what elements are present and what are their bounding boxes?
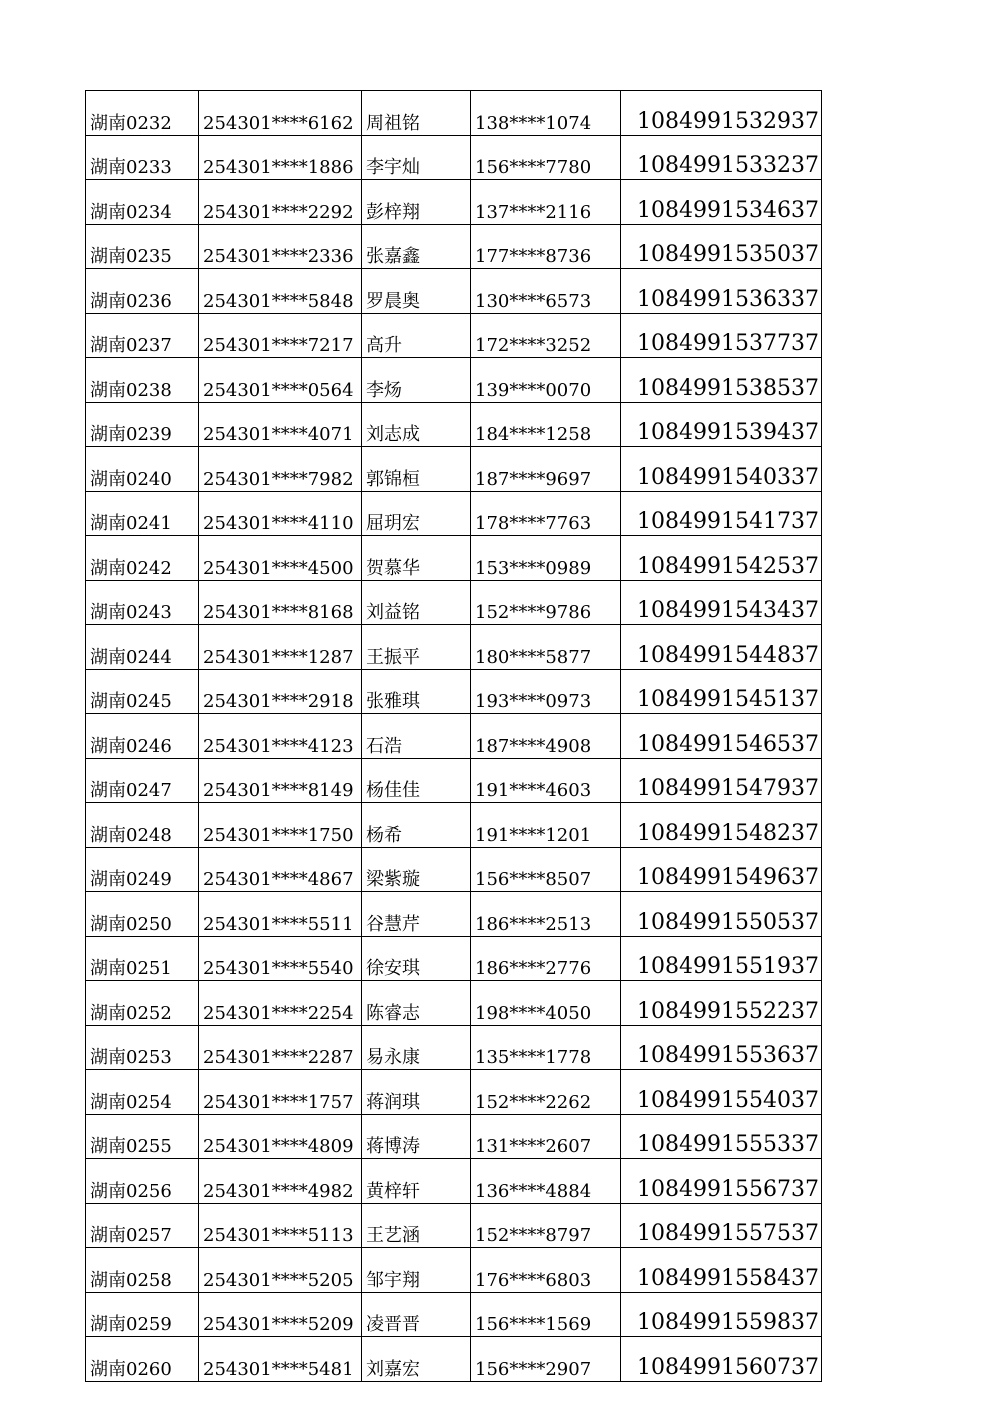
- cell-name: 张雅琪: [362, 669, 471, 714]
- cell-reference-number: 1084991545137: [621, 669, 822, 714]
- cell-name: 高升: [362, 313, 471, 358]
- cell-reference-number: 1084991535037: [621, 224, 822, 269]
- cell-name: 刘志成: [362, 402, 471, 447]
- table-row: [86, 269, 822, 314]
- cell-id-number: 254301****4982: [199, 1159, 362, 1204]
- cell-phone: 156****2907: [471, 1337, 621, 1382]
- table-row: [86, 447, 822, 492]
- cell-code: 湖南0237: [86, 313, 199, 358]
- cell-id-number: 254301****8149: [199, 758, 362, 803]
- table-body: [86, 91, 822, 1382]
- table-row: [86, 625, 822, 670]
- table-row: [86, 803, 822, 848]
- cell-reference-number: 1084991537737: [621, 313, 822, 358]
- cell-reference-number: 1084991555337: [621, 1114, 822, 1159]
- cell-reference-number: 1084991553637: [621, 1025, 822, 1070]
- cell-reference-number: 1084991560737: [621, 1337, 822, 1382]
- table-row: [86, 1337, 822, 1382]
- table-row: [86, 536, 822, 581]
- cell-id-number: 254301****5540: [199, 936, 362, 981]
- cell-code: 湖南0239: [86, 402, 199, 447]
- cell-id-number: 254301****1750: [199, 803, 362, 848]
- cell-reference-number: 1084991539437: [621, 402, 822, 447]
- cell-reference-number: 1084991546537: [621, 714, 822, 759]
- cell-name: 梁紫璇: [362, 847, 471, 892]
- table-row: [86, 714, 822, 759]
- cell-id-number: 254301****0564: [199, 358, 362, 403]
- cell-id-number: 254301****8168: [199, 580, 362, 625]
- cell-code: 湖南0260: [86, 1337, 199, 1382]
- cell-id-number: 254301****4500: [199, 536, 362, 581]
- cell-id-number: 254301****7982: [199, 447, 362, 492]
- cell-reference-number: 1084991542537: [621, 536, 822, 581]
- cell-id-number: 254301****2336: [199, 224, 362, 269]
- cell-code: 湖南0234: [86, 180, 199, 225]
- cell-phone: 156****8507: [471, 847, 621, 892]
- cell-name: 徐安琪: [362, 936, 471, 981]
- cell-phone: 186****2513: [471, 892, 621, 937]
- cell-phone: 136****4884: [471, 1159, 621, 1204]
- cell-phone: 186****2776: [471, 936, 621, 981]
- cell-id-number: 254301****4123: [199, 714, 362, 759]
- cell-reference-number: 1084991554037: [621, 1070, 822, 1115]
- cell-code: 湖南0247: [86, 758, 199, 803]
- cell-name: 刘益铭: [362, 580, 471, 625]
- cell-phone: 135****1778: [471, 1025, 621, 1070]
- cell-id-number: 254301****5209: [199, 1292, 362, 1337]
- cell-phone: 184****1258: [471, 402, 621, 447]
- cell-code: 湖南0233: [86, 135, 199, 180]
- cell-code: 湖南0240: [86, 447, 199, 492]
- table-row: [86, 91, 822, 136]
- cell-reference-number: 1084991533237: [621, 135, 822, 180]
- cell-id-number: 254301****5113: [199, 1203, 362, 1248]
- cell-phone: 156****7780: [471, 135, 621, 180]
- cell-code: 湖南0257: [86, 1203, 199, 1248]
- cell-phone: 176****6803: [471, 1248, 621, 1293]
- table-row: [86, 669, 822, 714]
- table-row: [86, 1025, 822, 1070]
- cell-code: 湖南0256: [86, 1159, 199, 1204]
- cell-name: 李炀: [362, 358, 471, 403]
- cell-name: 郭锦桓: [362, 447, 471, 492]
- cell-phone: 156****1569: [471, 1292, 621, 1337]
- table-row: [86, 1159, 822, 1204]
- cell-name: 石浩: [362, 714, 471, 759]
- cell-phone: 193****0973: [471, 669, 621, 714]
- cell-phone: 191****1201: [471, 803, 621, 848]
- table-row: [86, 402, 822, 447]
- cell-reference-number: 1084991548237: [621, 803, 822, 848]
- cell-code: 湖南0235: [86, 224, 199, 269]
- table-row: [86, 758, 822, 803]
- cell-reference-number: 1084991543437: [621, 580, 822, 625]
- table-row: [86, 224, 822, 269]
- table-row: [86, 580, 822, 625]
- cell-name: 刘嘉宏: [362, 1337, 471, 1382]
- cell-reference-number: 1084991541737: [621, 491, 822, 536]
- cell-name: 黄梓轩: [362, 1159, 471, 1204]
- cell-reference-number: 1084991557537: [621, 1203, 822, 1248]
- cell-code: 湖南0245: [86, 669, 199, 714]
- cell-code: 湖南0251: [86, 936, 199, 981]
- cell-name: 贺慕华: [362, 536, 471, 581]
- cell-reference-number: 1084991547937: [621, 758, 822, 803]
- table-row: [86, 1203, 822, 1248]
- cell-name: 蒋博涛: [362, 1114, 471, 1159]
- cell-id-number: 254301****5511: [199, 892, 362, 937]
- cell-reference-number: 1084991540337: [621, 447, 822, 492]
- cell-phone: 177****8736: [471, 224, 621, 269]
- cell-code: 湖南0236: [86, 269, 199, 314]
- cell-phone: 152****9786: [471, 580, 621, 625]
- cell-name: 凌晋晋: [362, 1292, 471, 1337]
- cell-name: 彭梓翔: [362, 180, 471, 225]
- cell-phone: 178****7763: [471, 491, 621, 536]
- cell-code: 湖南0248: [86, 803, 199, 848]
- table-row: [86, 313, 822, 358]
- cell-code: 湖南0244: [86, 625, 199, 670]
- cell-phone: 187****4908: [471, 714, 621, 759]
- cell-name: 李宇灿: [362, 135, 471, 180]
- table-row: [86, 1114, 822, 1159]
- cell-code: 湖南0238: [86, 358, 199, 403]
- cell-phone: 152****8797: [471, 1203, 621, 1248]
- table-row: [86, 358, 822, 403]
- table-row: [86, 180, 822, 225]
- table-row: [86, 1070, 822, 1115]
- cell-code: 湖南0252: [86, 981, 199, 1026]
- cell-id-number: 254301****4110: [199, 491, 362, 536]
- cell-name: 周祖铭: [362, 91, 471, 136]
- cell-name: 蒋润琪: [362, 1070, 471, 1115]
- cell-reference-number: 1084991551937: [621, 936, 822, 981]
- cell-code: 湖南0241: [86, 491, 199, 536]
- cell-id-number: 254301****5481: [199, 1337, 362, 1382]
- cell-reference-number: 1084991556737: [621, 1159, 822, 1204]
- cell-id-number: 254301****6162: [199, 91, 362, 136]
- cell-phone: 130****6573: [471, 269, 621, 314]
- cell-phone: 139****0070: [471, 358, 621, 403]
- cell-phone: 152****2262: [471, 1070, 621, 1115]
- cell-id-number: 254301****2287: [199, 1025, 362, 1070]
- cell-name: 杨希: [362, 803, 471, 848]
- cell-code: 湖南0242: [86, 536, 199, 581]
- cell-reference-number: 1084991538537: [621, 358, 822, 403]
- table-row: [86, 936, 822, 981]
- cell-id-number: 254301****4071: [199, 402, 362, 447]
- cell-code: 湖南0232: [86, 91, 199, 136]
- cell-name: 罗晨奥: [362, 269, 471, 314]
- cell-name: 张嘉鑫: [362, 224, 471, 269]
- cell-name: 邹宇翔: [362, 1248, 471, 1293]
- cell-phone: 138****1074: [471, 91, 621, 136]
- cell-id-number: 254301****4867: [199, 847, 362, 892]
- cell-phone: 180****5877: [471, 625, 621, 670]
- cell-id-number: 254301****1886: [199, 135, 362, 180]
- table-row: [86, 981, 822, 1026]
- table-row: [86, 892, 822, 937]
- cell-id-number: 254301****2292: [199, 180, 362, 225]
- cell-code: 湖南0255: [86, 1114, 199, 1159]
- cell-reference-number: 1084991558437: [621, 1248, 822, 1293]
- cell-id-number: 254301****2254: [199, 981, 362, 1026]
- cell-code: 湖南0246: [86, 714, 199, 759]
- cell-name: 屈玥宏: [362, 491, 471, 536]
- cell-id-number: 254301****1287: [199, 625, 362, 670]
- cell-phone: 131****2607: [471, 1114, 621, 1159]
- cell-phone: 198****4050: [471, 981, 621, 1026]
- cell-phone: 187****9697: [471, 447, 621, 492]
- cell-phone: 153****0989: [471, 536, 621, 581]
- cell-name: 易永康: [362, 1025, 471, 1070]
- cell-name: 谷慧芹: [362, 892, 471, 937]
- cell-code: 湖南0243: [86, 580, 199, 625]
- cell-reference-number: 1084991550537: [621, 892, 822, 937]
- cell-code: 湖南0254: [86, 1070, 199, 1115]
- cell-id-number: 254301****2918: [199, 669, 362, 714]
- table-row: [86, 491, 822, 536]
- cell-code: 湖南0250: [86, 892, 199, 937]
- cell-id-number: 254301****5848: [199, 269, 362, 314]
- cell-code: 湖南0253: [86, 1025, 199, 1070]
- cell-reference-number: 1084991536337: [621, 269, 822, 314]
- cell-reference-number: 1084991534637: [621, 180, 822, 225]
- cell-phone: 137****2116: [471, 180, 621, 225]
- cell-name: 陈睿志: [362, 981, 471, 1026]
- cell-id-number: 254301****1757: [199, 1070, 362, 1115]
- cell-name: 杨佳佳: [362, 758, 471, 803]
- table-row: [86, 1248, 822, 1293]
- cell-name: 王振平: [362, 625, 471, 670]
- cell-code: 湖南0258: [86, 1248, 199, 1293]
- cell-reference-number: 1084991544837: [621, 625, 822, 670]
- cell-code: 湖南0259: [86, 1292, 199, 1337]
- table-row: [86, 1292, 822, 1337]
- cell-code: 湖南0249: [86, 847, 199, 892]
- cell-phone: 191****4603: [471, 758, 621, 803]
- cell-id-number: 254301****5205: [199, 1248, 362, 1293]
- cell-id-number: 254301****7217: [199, 313, 362, 358]
- cell-reference-number: 1084991532937: [621, 91, 822, 136]
- cell-id-number: 254301****4809: [199, 1114, 362, 1159]
- table-row: [86, 847, 822, 892]
- cell-reference-number: 1084991559837: [621, 1292, 822, 1337]
- cell-reference-number: 1084991552237: [621, 981, 822, 1026]
- table-row: [86, 135, 822, 180]
- data-table: [85, 90, 822, 1382]
- cell-name: 王艺涵: [362, 1203, 471, 1248]
- cell-reference-number: 1084991549637: [621, 847, 822, 892]
- cell-phone: 172****3252: [471, 313, 621, 358]
